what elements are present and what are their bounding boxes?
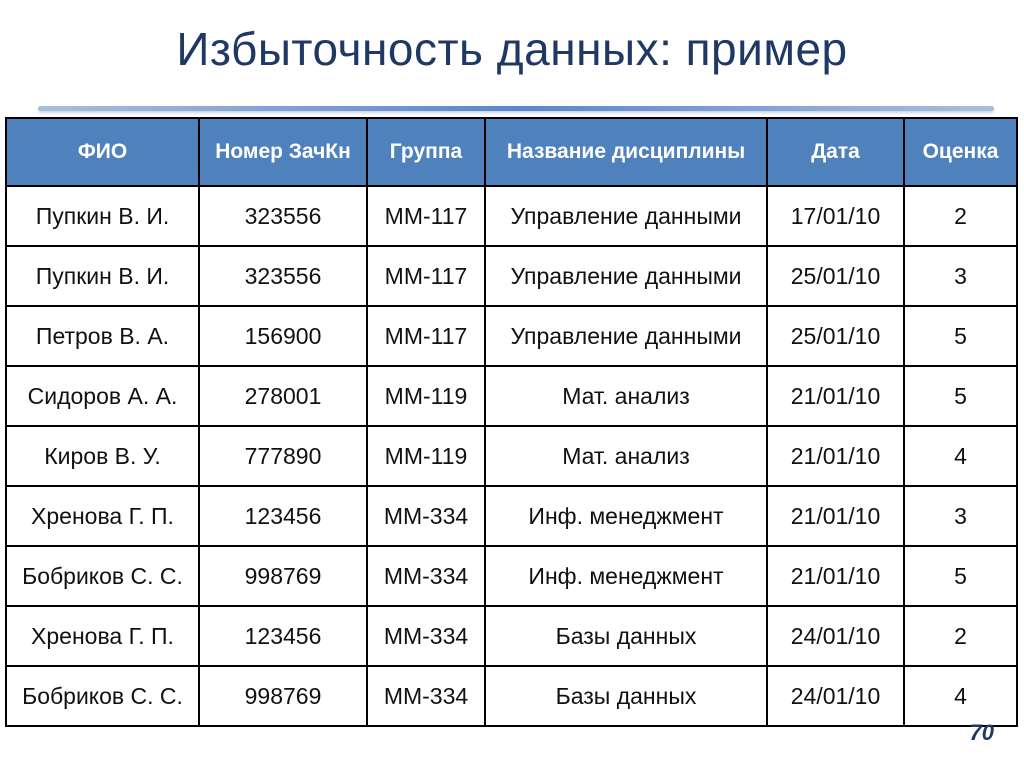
cell-date: 24/01/10 xyxy=(767,606,904,666)
cell-grade: 3 xyxy=(904,246,1017,306)
cell-record-book: 777890 xyxy=(199,426,367,486)
cell-discipline: Управление данными xyxy=(485,186,767,246)
cell-record-book: 123456 xyxy=(199,486,367,546)
cell-fio: Сидоров А. А. xyxy=(6,366,199,426)
header-fio: ФИО xyxy=(6,118,199,186)
cell-grade: 2 xyxy=(904,186,1017,246)
title-underline xyxy=(38,106,994,111)
cell-grade: 4 xyxy=(904,426,1017,486)
cell-date: 25/01/10 xyxy=(767,306,904,366)
cell-group: ММ-119 xyxy=(367,426,485,486)
cell-discipline: Базы данных xyxy=(485,666,767,726)
header-group: Группа xyxy=(367,118,485,186)
cell-date: 21/01/10 xyxy=(767,426,904,486)
table-row xyxy=(6,366,1017,426)
header-record-book: Номер ЗачКн xyxy=(199,118,367,186)
cell-discipline: Управление данными xyxy=(485,306,767,366)
table-row xyxy=(6,606,1017,666)
cell-group: ММ-117 xyxy=(367,306,485,366)
cell-date: 21/01/10 xyxy=(767,546,904,606)
cell-fio: Пупкин В. И. xyxy=(6,246,199,306)
cell-fio: Киров В. У. xyxy=(6,426,199,486)
cell-date: 21/01/10 xyxy=(767,366,904,426)
header-grade: Оценка xyxy=(904,118,1017,186)
cell-date: 17/01/10 xyxy=(767,186,904,246)
slide-title: Избыточность данных: пример xyxy=(176,23,848,75)
table-row xyxy=(6,246,1017,306)
cell-record-book: 278001 xyxy=(199,366,367,426)
cell-grade: 2 xyxy=(904,606,1017,666)
cell-discipline: Мат. анализ xyxy=(485,426,767,486)
page-number: 70 xyxy=(969,720,994,745)
table-row xyxy=(6,666,1017,726)
cell-group: ММ-119 xyxy=(367,366,485,426)
cell-grade: 5 xyxy=(904,366,1017,426)
cell-record-book: 123456 xyxy=(199,606,367,666)
cell-record-book: 323556 xyxy=(199,186,367,246)
table-row xyxy=(6,486,1017,546)
cell-group: ММ-334 xyxy=(367,666,485,726)
header-date: Дата xyxy=(767,118,904,186)
cell-group: ММ-334 xyxy=(367,606,485,666)
cell-date: 21/01/10 xyxy=(767,486,904,546)
cell-group: ММ-334 xyxy=(367,486,485,546)
table-row xyxy=(6,306,1017,366)
cell-date: 24/01/10 xyxy=(767,666,904,726)
cell-date: 25/01/10 xyxy=(767,246,904,306)
cell-discipline: Мат. анализ xyxy=(485,366,767,426)
table-row xyxy=(6,546,1017,606)
cell-grade: 5 xyxy=(904,546,1017,606)
cell-record-book: 323556 xyxy=(199,246,367,306)
cell-group: ММ-117 xyxy=(367,246,485,306)
table-row xyxy=(6,426,1017,486)
cell-fio: Бобриков С. С. xyxy=(6,546,199,606)
cell-fio: Пупкин В. И. xyxy=(6,186,199,246)
cell-grade: 3 xyxy=(904,486,1017,546)
cell-fio: Хренова Г. П. xyxy=(6,486,199,546)
cell-discipline: Базы данных xyxy=(485,606,767,666)
cell-discipline: Инф. менеджмент xyxy=(485,486,767,546)
table-header-row xyxy=(6,118,1017,186)
cell-fio: Хренова Г. П. xyxy=(6,606,199,666)
cell-record-book: 998769 xyxy=(199,666,367,726)
cell-discipline: Инф. менеджмент xyxy=(485,546,767,606)
cell-record-book: 156900 xyxy=(199,306,367,366)
cell-grade: 4 xyxy=(904,666,1017,726)
cell-grade: 5 xyxy=(904,306,1017,366)
cell-fio: Бобриков С. С. xyxy=(6,666,199,726)
cell-group: ММ-117 xyxy=(367,186,485,246)
cell-group: ММ-334 xyxy=(367,546,485,606)
grades-table xyxy=(5,117,1018,727)
cell-fio: Петров В. А. xyxy=(6,306,199,366)
cell-record-book: 998769 xyxy=(199,546,367,606)
header-discipline: Название дисциплины xyxy=(485,118,767,186)
table-row xyxy=(6,186,1017,246)
cell-discipline: Управление данными xyxy=(485,246,767,306)
